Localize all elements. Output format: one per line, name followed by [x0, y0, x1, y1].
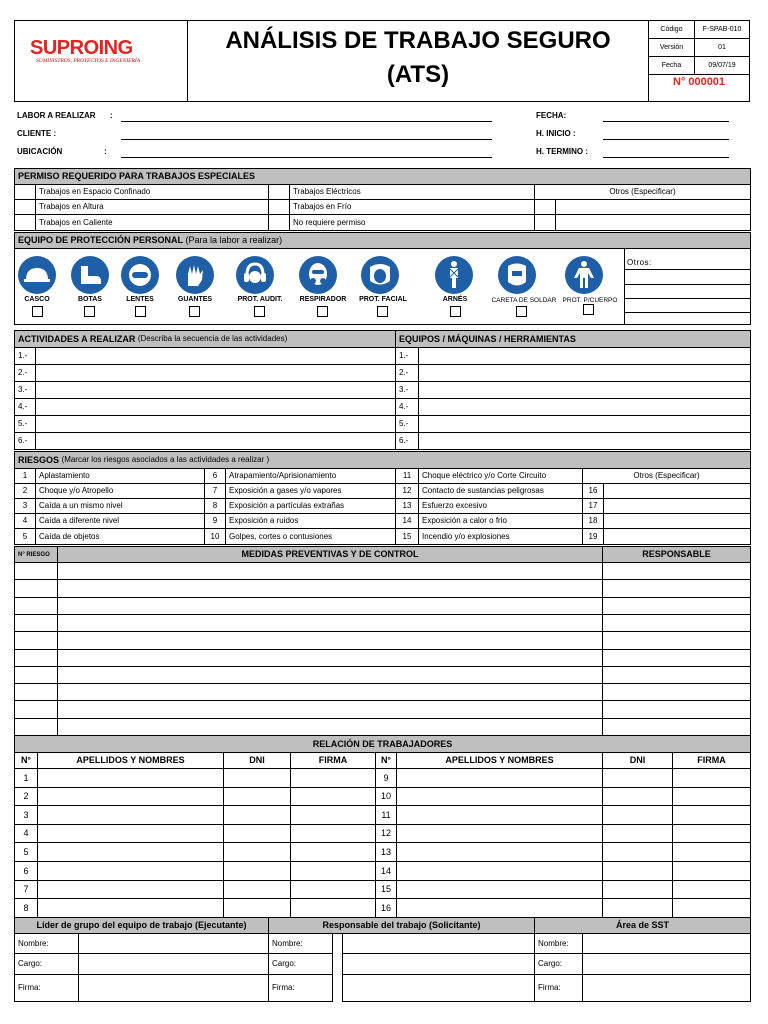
medida-field[interactable] — [57, 649, 603, 667]
epp-checkbox-guantes[interactable] — [189, 306, 200, 317]
permiso-header: PERMISO REQUERIDO PARA TRABAJOS ESPECIALES — [14, 168, 751, 185]
actividades-header-note: (Describa la secuencia de las actividades) — [137, 334, 288, 343]
firma-sst-field[interactable] — [582, 933, 751, 954]
trabajador-dni-field[interactable] — [602, 768, 673, 788]
riesgo-num: 14 — [395, 513, 419, 529]
equipo-num: 1.- — [395, 347, 419, 365]
logo-text: SUPROING — [30, 37, 133, 59]
doc-number: N° 000001 — [672, 76, 726, 88]
trabajador-firma-field[interactable] — [672, 880, 751, 899]
riesgo-num: 17 — [582, 498, 604, 514]
firma-sst-label: Nombre: — [534, 933, 583, 954]
medida-field[interactable] — [57, 614, 603, 632]
firma-responsable-label: Cargo: — [268, 953, 333, 975]
riesgo-item[interactable]: Exposición a ruidos — [225, 513, 396, 529]
trabajador-firma-field[interactable] — [672, 861, 751, 881]
boots-icon — [71, 256, 109, 294]
riesgos-header — [14, 451, 751, 469]
epp-label-botas: BOTAS — [78, 296, 102, 303]
permiso-checkbox-4[interactable] — [268, 199, 290, 215]
riesgo-otros-field[interactable] — [603, 528, 751, 545]
riesgo-num: 4 — [14, 513, 36, 529]
equipo-field[interactable] — [418, 381, 751, 399]
riesgo-item[interactable]: Golpes, cortes o contusiones — [225, 528, 396, 545]
trabajador-num: 3 — [14, 805, 38, 825]
permiso-item-espacio: Trabajos en Espacio Confinado — [35, 184, 269, 200]
equipo-num: 2.- — [395, 364, 419, 382]
epp-label-prot-audit: PROT. AUDIT. — [237, 296, 283, 303]
trabajador-nombre-field[interactable] — [396, 861, 603, 881]
trab-col-nombres-left: APELLIDOS Y NOMBRES — [37, 752, 224, 769]
epp-label-casco: CASCO — [24, 296, 50, 303]
respirator-icon — [299, 256, 337, 294]
medida-field[interactable] — [57, 683, 603, 701]
riesgo-item[interactable]: Atrapamiento/Aprisionamiento — [225, 468, 396, 484]
epp-label-lentes: LENTES — [126, 296, 154, 303]
epp-checkbox-botas[interactable] — [84, 306, 95, 317]
riesgo-item[interactable]: Choque y/o Atropello — [35, 483, 205, 499]
trabajadores-header: RELACIÓN DE TRABAJADORES — [14, 735, 751, 753]
trabajador-dni-field[interactable] — [223, 842, 291, 862]
trabajador-num: 11 — [375, 805, 397, 825]
epp-checkbox-respirador[interactable] — [317, 306, 328, 317]
riesgo-num: 2 — [14, 483, 36, 499]
firma-sst-field[interactable] — [582, 974, 751, 1002]
ubicacion-field[interactable] — [121, 157, 492, 158]
permiso-otros-field-2[interactable] — [555, 214, 751, 231]
medida-riesgo-field[interactable] — [14, 597, 58, 615]
riesgo-num: 6 — [204, 468, 226, 484]
actividad-num: 6.- — [14, 432, 36, 450]
actividad-num: 2.- — [14, 364, 36, 382]
trabajador-firma-field[interactable] — [290, 861, 376, 881]
riesgo-num: 15 — [395, 528, 419, 545]
page-title — [188, 24, 648, 92]
riesgo-item[interactable]: Caída a diferente nivel — [35, 513, 205, 529]
permiso-item-otros: Otros (Especificar) — [534, 184, 751, 200]
trabajador-nombre-field[interactable] — [37, 861, 224, 881]
riesgo-num: 19 — [582, 528, 604, 545]
trabajador-firma-field[interactable] — [290, 880, 376, 899]
actividad-num: 3.- — [14, 381, 36, 399]
epp-checkbox-arnes[interactable] — [450, 306, 461, 317]
permiso-checkbox-5[interactable] — [14, 214, 36, 231]
riesgo-item[interactable]: Aplastamiento — [35, 468, 205, 484]
riesgo-num: 3 — [14, 498, 36, 514]
medida-riesgo-field[interactable] — [14, 579, 58, 598]
firma-lider-label: Nombre: — [14, 933, 79, 954]
fecha-field[interactable] — [603, 121, 729, 122]
actividad-field[interactable] — [35, 432, 396, 450]
riesgo-item[interactable]: Choque eléctrico y/o Corte Circuito — [418, 468, 583, 484]
riesgos-header-title: RIESGOS — [18, 454, 60, 465]
actividades-header — [14, 330, 396, 348]
permiso-item-altura: Trabajos en Altura — [35, 199, 269, 215]
trabajador-firma-field[interactable] — [672, 787, 751, 806]
responsable-field[interactable] — [602, 614, 751, 632]
helmet-icon — [18, 256, 56, 294]
responsable-field[interactable] — [602, 631, 751, 650]
firma-responsable-label: Nombre: — [268, 933, 333, 954]
riesgo-num: 7 — [204, 483, 226, 499]
riesgo-item[interactable]: Incendio y/o explosiones — [418, 528, 583, 545]
trabajador-num: 6 — [14, 861, 38, 881]
h-termino-field[interactable] — [603, 157, 729, 158]
trabajador-dni-field[interactable] — [223, 824, 291, 843]
ubicacion-label: UBICACIÓN — [17, 147, 63, 156]
riesgo-num: 10 — [204, 528, 226, 545]
epp-otros-line-2[interactable] — [624, 284, 750, 285]
medida-riesgo-field[interactable] — [14, 718, 58, 736]
equipo-num: 4.- — [395, 398, 419, 416]
doc-code-value: F-SPAB-010 — [694, 20, 750, 39]
trabajador-firma-field[interactable] — [672, 805, 751, 825]
riesgo-item[interactable]: Caída de objetos — [35, 528, 205, 545]
epp-header-title: EQUIPO DE PROTECCIÓN PERSONAL — [18, 235, 184, 245]
goggles-icon — [121, 256, 159, 294]
riesgo-num: 1 — [14, 468, 36, 484]
permiso-item-no-requiere: No requiere permiso — [289, 214, 535, 231]
trabajador-firma-field[interactable] — [290, 824, 376, 843]
labor-field[interactable] — [121, 121, 492, 122]
firma-responsable-field[interactable] — [342, 953, 535, 975]
trabajador-nombre-field[interactable] — [396, 787, 603, 806]
trabajador-num: 2 — [14, 787, 38, 806]
firma-lider-field[interactable] — [78, 933, 269, 954]
logo-tagline: SUMINISTROS, PROYECTOS E INGENIERÍA — [36, 58, 141, 64]
responsable-field[interactable] — [602, 718, 751, 736]
trabajador-dni-field[interactable] — [602, 842, 673, 862]
permiso-item-caliente: Trabajos en Caliente — [35, 214, 269, 231]
medida-riesgo-field[interactable] — [14, 631, 58, 650]
riesgo-num: 13 — [395, 498, 419, 514]
medidas-col-riesgo: N° RIESGO — [14, 546, 58, 563]
trabajador-nombre-field[interactable] — [37, 787, 224, 806]
actividad-field[interactable] — [35, 415, 396, 433]
riesgo-item[interactable]: Exposición a partículas extrañas — [225, 498, 396, 514]
trabajador-num: 16 — [375, 898, 397, 918]
epp-checkbox-lentes[interactable] — [135, 306, 146, 317]
riesgo-item[interactable]: Caída a un mismo nivel — [35, 498, 205, 514]
welding-mask-icon — [498, 256, 536, 294]
trabajador-dni-field[interactable] — [223, 880, 291, 899]
firma-sst-label: Cargo: — [534, 953, 583, 975]
medidas-col-medidas: MEDIDAS PREVENTIVAS Y DE CONTROL — [57, 546, 603, 563]
trabajador-num: 15 — [375, 880, 397, 899]
firma-lider-field[interactable] — [78, 974, 269, 1002]
equipo-field[interactable] — [418, 347, 751, 365]
medida-field[interactable] — [57, 631, 603, 650]
trabajador-num: 4 — [14, 824, 38, 843]
trabajador-num: 7 — [14, 880, 38, 899]
firma-lider-field[interactable] — [78, 953, 269, 975]
equipos-header: EQUIPOS / MÁQUINAS / HERRAMIENTAS — [395, 330, 751, 348]
labor-label: LABOR A REALIZAR — [17, 111, 96, 120]
epp-label-respirador: RESPIRADOR — [299, 296, 347, 303]
cliente-label: CLIENTE : — [17, 129, 57, 138]
riesgo-otros-field[interactable] — [603, 513, 751, 529]
actividades-header-title: ACTIVIDADES A REALIZAR — [18, 333, 136, 344]
epp-checkbox-prot-cuerpo[interactable] — [583, 304, 594, 315]
permiso-checkbox-2[interactable] — [268, 184, 290, 200]
riesgo-item[interactable]: Exposición a gases y/o vapores — [225, 483, 396, 499]
riesgo-num: 8 — [204, 498, 226, 514]
h-termino-label: H. TERMINO : — [536, 147, 588, 156]
trabajador-firma-field[interactable] — [672, 898, 751, 918]
trabajador-num: 13 — [375, 842, 397, 862]
doc-date-label: Fecha — [648, 56, 695, 75]
trabajador-nombre-field[interactable] — [37, 880, 224, 899]
epp-otros-divider — [624, 248, 625, 325]
epp-label-careta: CARETA DE SOLDAR — [491, 297, 557, 304]
trabajador-nombre-field[interactable] — [37, 805, 224, 825]
medida-riesgo-field[interactable] — [14, 683, 58, 701]
trabajador-dni-field[interactable] — [223, 768, 291, 788]
responsable-field[interactable] — [602, 649, 751, 667]
trabajador-nombre-field[interactable] — [396, 824, 603, 843]
epp-checkbox-prot-audit[interactable] — [254, 306, 265, 317]
actividad-field[interactable] — [35, 347, 396, 365]
doc-version-value: 01 — [694, 38, 750, 57]
trab-col-nombres-right: APELLIDOS Y NOMBRES — [396, 752, 603, 769]
equipo-field[interactable] — [418, 432, 751, 450]
trab-col-dni-right: DNI — [602, 752, 673, 769]
trab-col-num-right: N° — [375, 752, 397, 769]
riesgo-otros-field[interactable] — [603, 498, 751, 514]
equipo-field[interactable] — [418, 364, 751, 382]
riesgo-otros-header: Otros (Especificar) — [582, 468, 751, 484]
responsable-field[interactable] — [602, 666, 751, 684]
trabajador-nombre-field[interactable] — [396, 842, 603, 862]
riesgo-num: 5 — [14, 528, 36, 545]
actividad-num: 5.- — [14, 415, 36, 433]
firma-header-responsable: Responsable del trabajo (Solicitante) — [268, 917, 535, 934]
responsable-field[interactable] — [602, 683, 751, 701]
trabajador-nombre-field[interactable] — [37, 898, 224, 918]
medida-field[interactable] — [57, 718, 603, 736]
riesgo-item[interactable]: Esfuerzo excesivo — [418, 498, 583, 514]
trabajador-firma-field[interactable] — [290, 805, 376, 825]
trabajador-firma-field[interactable] — [290, 787, 376, 806]
earmuffs-icon — [236, 256, 274, 294]
fecha-label: FECHA: — [536, 111, 567, 120]
riesgo-num: 11 — [395, 468, 419, 484]
trab-col-dni-left: DNI — [223, 752, 291, 769]
responsable-field[interactable] — [602, 597, 751, 615]
trab-col-firma-right: FIRMA — [672, 752, 751, 769]
h-inicio-field[interactable] — [603, 139, 729, 140]
medida-riesgo-field[interactable] — [14, 700, 58, 719]
equipo-num: 3.- — [395, 381, 419, 399]
trabajador-firma-field[interactable] — [672, 824, 751, 843]
epp-checkbox-casco[interactable] — [32, 306, 43, 317]
medida-field[interactable] — [57, 579, 603, 598]
trabajador-nombre-field[interactable] — [396, 805, 603, 825]
trabajador-firma-field[interactable] — [290, 768, 376, 788]
trabajador-firma-field[interactable] — [672, 768, 751, 788]
riesgo-item[interactable]: Exposición a calor o frio — [418, 513, 583, 529]
epp-label-prot-cuerpo: PROT. P/CUERPO — [562, 297, 618, 304]
trabajador-nombre-field[interactable] — [396, 898, 603, 918]
trabajador-num: 5 — [14, 842, 38, 862]
actividad-field[interactable] — [35, 364, 396, 382]
trabajador-dni-field[interactable] — [223, 898, 291, 918]
permiso-checkbox-6[interactable] — [268, 214, 290, 231]
cliente-field[interactable] — [121, 139, 492, 140]
trabajador-dni-field[interactable] — [602, 861, 673, 881]
riesgo-num: 12 — [395, 483, 419, 499]
trabajador-num: 12 — [375, 824, 397, 843]
epp-otros-line-1[interactable] — [624, 269, 750, 270]
riesgo-num: 16 — [582, 483, 604, 499]
doc-version-label: Versión — [648, 38, 695, 57]
epp-header — [14, 232, 751, 249]
equipo-num: 6.- — [395, 432, 419, 450]
epp-checkbox-careta[interactable] — [516, 306, 527, 317]
gloves-icon — [176, 256, 214, 294]
doc-code-label: Código — [648, 20, 695, 39]
medida-field[interactable] — [57, 597, 603, 615]
permiso-item-electricos: Trabajos Eléctricos — [289, 184, 535, 200]
trabajador-dni-field[interactable] — [602, 898, 673, 918]
actividad-num: 1.- — [14, 347, 36, 365]
riesgo-otros-field[interactable] — [603, 483, 751, 499]
riesgos-header-note: (Marcar los riesgos asociados a las actividades a realizar ) — [61, 455, 270, 464]
trabajador-firma-field[interactable] — [290, 898, 376, 918]
labor-colon: : — [110, 111, 113, 120]
riesgo-num: 9 — [204, 513, 226, 529]
trabajador-firma-field[interactable] — [672, 842, 751, 862]
responsable-field[interactable] — [602, 562, 751, 580]
trabajador-num: 1 — [14, 768, 38, 788]
epp-label-prot-facial: PROT. FACIAL — [359, 296, 407, 303]
trabajador-dni-field[interactable] — [602, 805, 673, 825]
permiso-otros-checkbox-2[interactable] — [534, 214, 556, 231]
trabajador-nombre-field[interactable] — [396, 768, 603, 788]
trabajador-dni-field[interactable] — [602, 787, 673, 806]
coverall-icon — [565, 256, 603, 294]
firma-lider-label: Cargo: — [14, 953, 79, 975]
epp-otros-label: Otros: — [627, 258, 652, 267]
face-shield-icon — [361, 256, 399, 294]
trabajador-nombre-field[interactable] — [37, 768, 224, 788]
medida-riesgo-field[interactable] — [14, 666, 58, 684]
equipo-field[interactable] — [418, 415, 751, 433]
trabajador-num: 8 — [14, 898, 38, 918]
firma-lider-label: Firma: — [14, 974, 79, 1002]
medidas-col-responsable: RESPONSABLE — [602, 546, 751, 563]
trabajador-num: 9 — [375, 768, 397, 788]
trabajador-num: 10 — [375, 787, 397, 806]
trabajador-dni-field[interactable] — [223, 805, 291, 825]
title-line2: (ATS) — [386, 61, 450, 88]
equipo-field[interactable] — [418, 398, 751, 416]
medida-field[interactable] — [57, 666, 603, 684]
trabajador-nombre-field[interactable] — [37, 842, 224, 862]
trabajador-nombre-field[interactable] — [37, 824, 224, 843]
epp-otros-line-4[interactable] — [624, 312, 750, 313]
trabajador-dni-field[interactable] — [223, 787, 291, 806]
epp-label-guantes: GUANTES — [177, 296, 213, 303]
firma-responsable-label: Firma: — [268, 974, 333, 1002]
medida-riesgo-field[interactable] — [14, 614, 58, 632]
epp-label-arnes: ARNÉS — [442, 296, 468, 303]
trabajador-firma-field[interactable] — [290, 842, 376, 862]
epp-checkbox-prot-facial[interactable] — [377, 306, 388, 317]
trab-col-firma-left: FIRMA — [290, 752, 376, 769]
epp-otros-line-3[interactable] — [624, 298, 750, 299]
firma-responsable-field[interactable] — [342, 974, 535, 1002]
riesgo-num: 18 — [582, 513, 604, 529]
trabajador-nombre-field[interactable] — [396, 880, 603, 899]
firma-header-lider: Líder de grupo del equipo de trabajo (Ejecutante) — [14, 917, 269, 934]
trab-col-num-left: N° — [14, 752, 38, 769]
actividad-field[interactable] — [35, 398, 396, 416]
doc-date-value: 09/07/19 — [694, 56, 750, 75]
permiso-checkbox-1[interactable] — [14, 184, 36, 200]
firma-sst-label: Firma: — [534, 974, 583, 1002]
epp-header-note: (Para la labor a realizar) — [185, 235, 283, 245]
medida-riesgo-field[interactable] — [14, 562, 58, 580]
ubicacion-colon: : — [104, 147, 107, 156]
riesgo-item[interactable]: Contacto de sustancias peligrosas — [418, 483, 583, 499]
permiso-checkbox-3[interactable] — [14, 199, 36, 215]
equipo-num: 5.- — [395, 415, 419, 433]
firma-sst-field[interactable] — [582, 953, 751, 975]
trabajador-dni-field[interactable] — [223, 861, 291, 881]
trabajador-dni-field[interactable] — [602, 880, 673, 899]
company-logo — [30, 38, 180, 68]
responsable-field[interactable] — [602, 579, 751, 598]
medida-field[interactable] — [57, 562, 603, 580]
title-line1: ANÁLISIS DE TRABAJO SEGURO — [225, 27, 611, 54]
h-inicio-label: H. INICIO : — [536, 129, 576, 138]
medida-field[interactable] — [57, 700, 603, 719]
actividad-field[interactable] — [35, 381, 396, 399]
actividad-num: 4.- — [14, 398, 36, 416]
responsable-field[interactable] — [602, 700, 751, 719]
firma-header-sst: Área de SST — [534, 917, 751, 934]
permiso-otros-checkbox-1[interactable] — [534, 199, 556, 215]
permiso-item-frio: Trabajos en Frío — [289, 199, 535, 215]
firma-responsable-field[interactable] — [342, 933, 535, 954]
medida-riesgo-field[interactable] — [14, 649, 58, 667]
trabajador-dni-field[interactable] — [602, 824, 673, 843]
permiso-otros-field-1[interactable] — [555, 199, 751, 215]
trabajador-num: 14 — [375, 861, 397, 881]
harness-icon — [435, 256, 473, 294]
